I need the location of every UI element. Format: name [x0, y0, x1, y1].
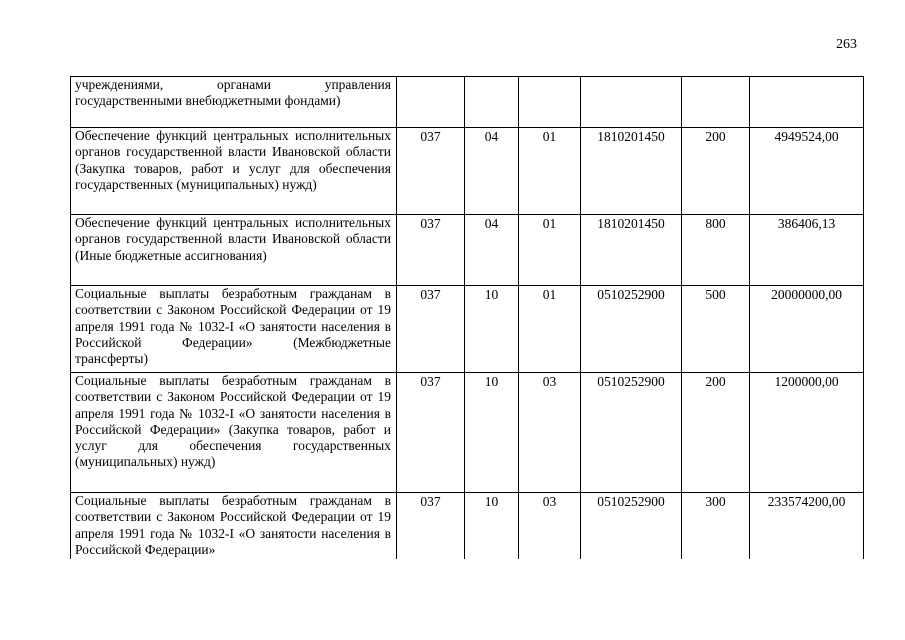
subsection-cell: [519, 77, 581, 128]
expense-type-cell: 500: [682, 286, 750, 373]
amount-cell: 233574200,00: [750, 493, 864, 559]
target-article-cell: 0510252900: [581, 373, 682, 493]
target-article-cell: 1810201450: [581, 128, 682, 215]
section-cell: 04: [465, 215, 519, 286]
expense-name-cell: Обеспечение функций центральных исполнительных органов государственной власти Ивановской области (Закупка товаров, работ и услуг для обеспечения государственных (муниципальных) нужд): [71, 128, 397, 215]
section-cell: 10: [465, 373, 519, 493]
budget-table: [70, 76, 864, 559]
subsection-cell: 01: [519, 286, 581, 373]
expense-name-text: Социальные выплаты безработным гражданам в соответствии с Законом Российской Федерации от 19 апреля 1991 года № 1032-I «О занятости населения в Российской Федерации»: [75, 493, 391, 557]
page-number: 263: [836, 37, 857, 52]
section-cell: [465, 77, 519, 128]
expense-name-cell: Социальные выплаты безработным гражданам в соответствии с Законом Российской Федерации от 19 апреля 1991 года № 1032-I «О занятости населения в Российской Федерации» (Закупка товаров, работ и услуг для обеспечения государственных (муниципальных) нужд): [71, 373, 397, 493]
expense-name-cell: [71, 493, 397, 559]
admin-code-cell: 037: [397, 286, 465, 373]
target-article-cell: 0510252900: [581, 286, 682, 373]
expense-type-cell: [682, 77, 750, 128]
amount-cell: 20000000,00: [750, 286, 864, 373]
expense-type-cell: 200: [682, 128, 750, 215]
target-article-cell: [581, 77, 682, 128]
amount-cell: 4949524,00: [750, 128, 864, 215]
subsection-cell: 01: [519, 215, 581, 286]
expense-name-cell: Обеспечение функций центральных исполнительных органов государственной власти Ивановской области (Иные бюджетные ассигнования): [71, 215, 397, 286]
section-cell: 10: [465, 286, 519, 373]
expense-name-cell: Социальные выплаты безработным гражданам в соответствии с Законом Российской Федерации от 19 апреля 1991 года № 1032-I «О занятости населения в Российской Федерации» (Межбюджетные трансферты): [71, 286, 397, 373]
admin-code-cell: 037: [397, 493, 465, 559]
admin-code-cell: 037: [397, 215, 465, 286]
table-row: [71, 286, 864, 373]
admin-code-cell: [397, 77, 465, 128]
table-row: [71, 215, 864, 286]
table-row: [71, 128, 864, 215]
amount-cell: [750, 77, 864, 128]
section-cell: 10: [465, 493, 519, 559]
target-article-cell: 1810201450: [581, 215, 682, 286]
expense-name-cell: учреждениями, органами управления государственными внебюджетными фондами): [71, 77, 397, 128]
admin-code-cell: 037: [397, 128, 465, 215]
expense-type-cell: 200: [682, 373, 750, 493]
table-row: [71, 77, 864, 128]
amount-cell: 1200000,00: [750, 373, 864, 493]
admin-code-cell: 037: [397, 373, 465, 493]
table-row: [71, 493, 864, 559]
table-row: [71, 373, 864, 493]
amount-cell: 386406,13: [750, 215, 864, 286]
target-article-cell: 0510252900: [581, 493, 682, 559]
subsection-cell: 01: [519, 128, 581, 215]
subsection-cell: 03: [519, 493, 581, 559]
subsection-cell: 03: [519, 373, 581, 493]
expense-type-cell: 800: [682, 215, 750, 286]
expense-type-cell: 300: [682, 493, 750, 559]
section-cell: 04: [465, 128, 519, 215]
